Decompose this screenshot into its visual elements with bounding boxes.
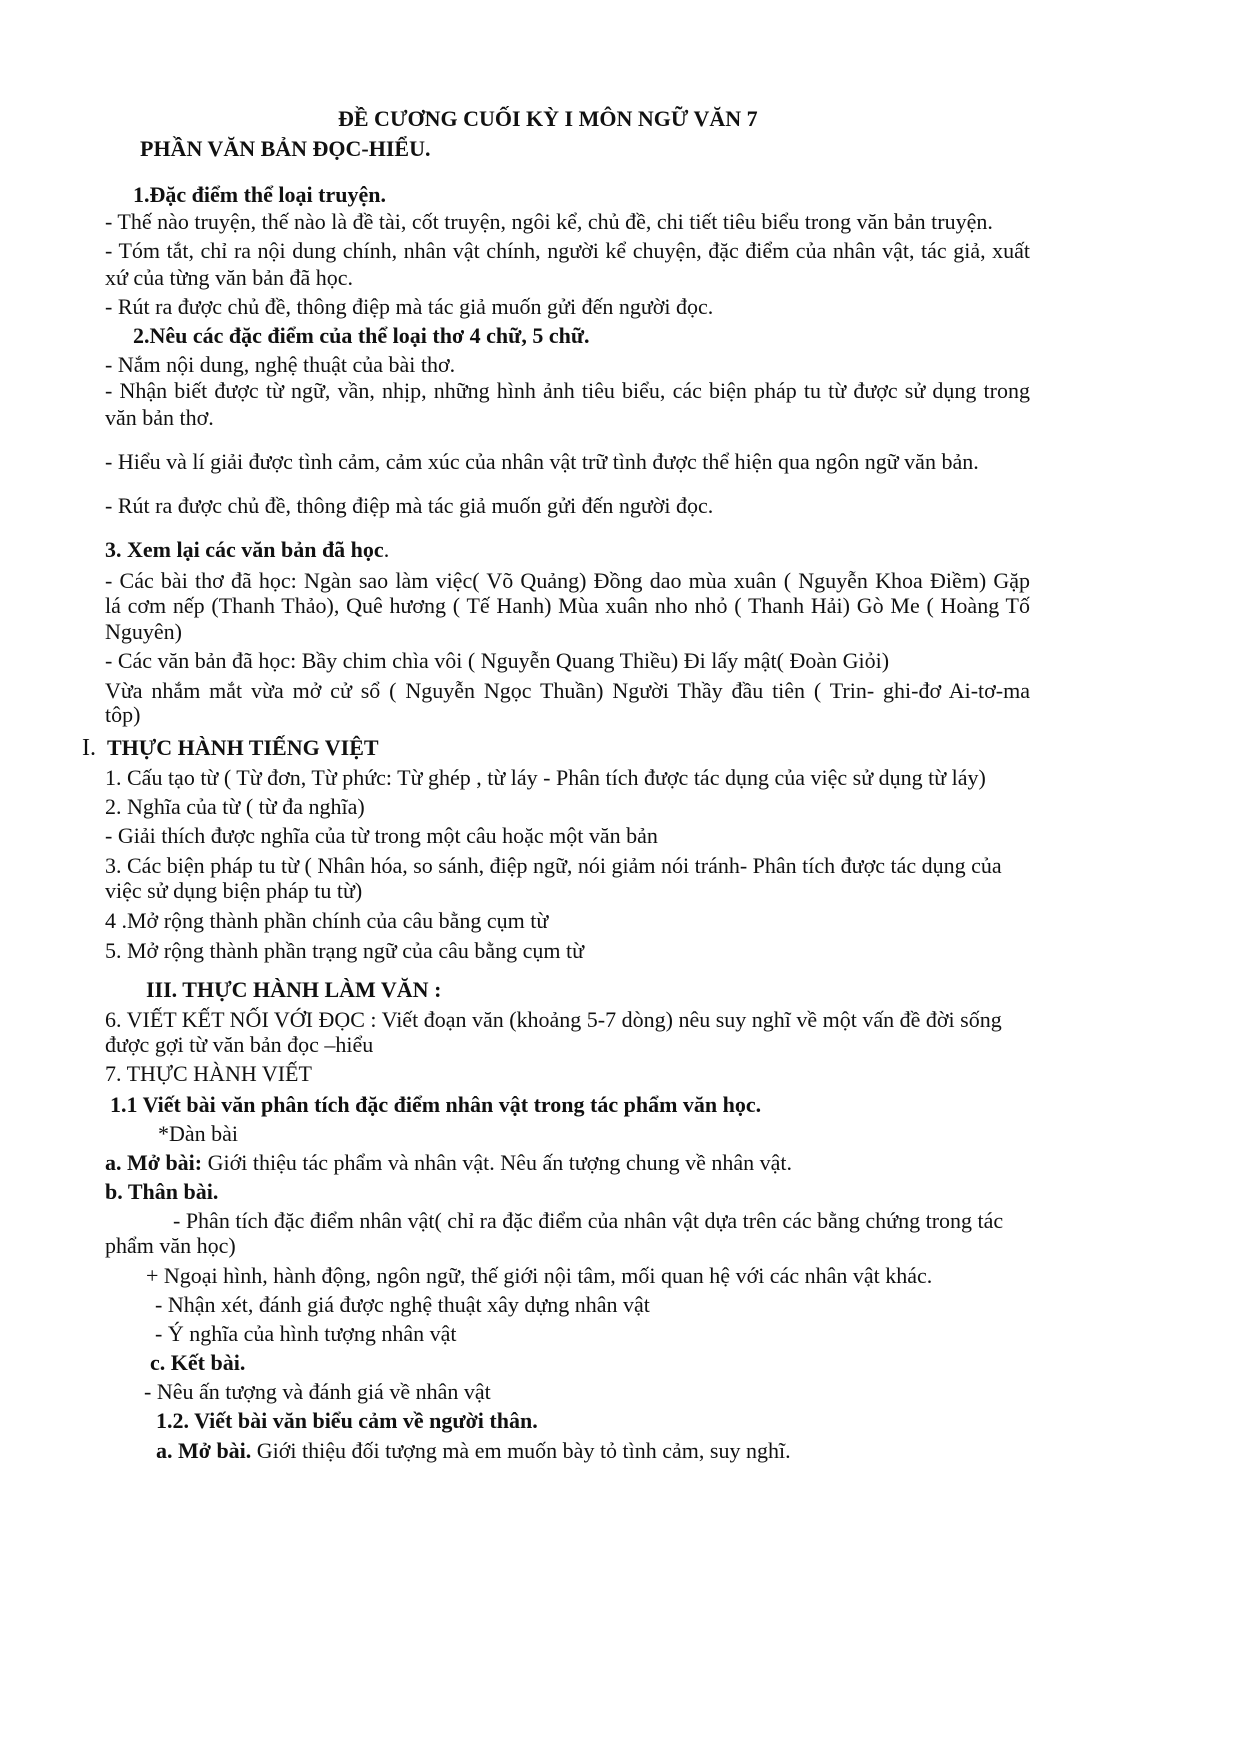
section3-heading-line bbox=[105, 535, 389, 565]
writing1-conclusion-line: - Nêu ấn tượng và đánh giá về nhân vật bbox=[144, 1379, 491, 1404]
part2-heading: THỰC HÀNH TIẾNG VIỆT bbox=[107, 735, 379, 760]
part1-heading: PHẦN VĂN BẢN ĐỌC-HIỂU. bbox=[140, 136, 431, 161]
writing1-body-line: - Ý nghĩa của hình tượng nhân vật bbox=[155, 1321, 457, 1346]
writing2-intro-text: Giới thiệu đối tượng mà em muốn bày tỏ tình cảm, suy nghĩ. bbox=[251, 1438, 791, 1463]
section3-line: lá cơm nếp (Thanh Thảo), Quê hương ( Tế Hanh) Mùa xuân nho nhỏ ( Thanh Hải) Gò Me ( Hoàng Tố bbox=[105, 593, 1030, 618]
section1-line: - Rút ra được chủ đề, thông điệp mà tác giả muốn gửi đến người đọc. bbox=[105, 294, 714, 319]
writing2-heading: 1.2. Viết bài văn biểu cảm về người thân. bbox=[156, 1408, 538, 1433]
writing1-heading: 1.1 Viết bài văn phân tích đặc điểm nhân vật trong tác phẩm văn học. bbox=[110, 1092, 762, 1117]
writing1-conclusion-label: c. Kết bài. bbox=[150, 1350, 246, 1375]
part2-line: 4 .Mở rộng thành phần chính của câu bằng cụm từ bbox=[105, 908, 549, 933]
section3-heading: 3. Xem lại các văn bản đã học bbox=[105, 537, 384, 562]
section2-line: - Rút ra được chủ đề, thông điệp mà tác giả muốn gửi đến người đọc. bbox=[105, 493, 714, 518]
writing1-body-line: + Ngoại hình, hành động, ngôn ngữ, thế giới nội tâm, mối quan hệ với các nhân vật khác. bbox=[146, 1263, 933, 1288]
writing2-intro-label: a. Mở bài. bbox=[156, 1438, 252, 1463]
writing1-body-line: - Nhận xét, đánh giá được nghệ thuật xây dựng nhân vật bbox=[155, 1292, 650, 1317]
section2-line: - Nhận biết được từ ngữ, vần, nhịp, những hình ảnh tiêu biểu, các biện pháp tu từ được sử dụng trong bbox=[105, 378, 1030, 403]
section1-line: - Thế nào truyện, thế nào là đề tài, cốt truyện, ngôi kể, chủ đề, chi tiết tiêu biểu trong văn bản truyện. bbox=[105, 209, 993, 234]
part3-line: được gợi từ văn bản đọc –hiểu bbox=[105, 1032, 374, 1057]
section2-heading: 2.Nêu các đặc điểm của thể loại thơ 4 chữ, 5 chữ. bbox=[133, 323, 590, 348]
section2-line: - Hiểu và lí giải được tình cảm, cảm xúc của nhân vật trữ tình được thể hiện qua ngôn ngữ văn bản. bbox=[105, 449, 979, 474]
writing1-intro-line bbox=[105, 1148, 792, 1178]
section3-heading-period: . bbox=[383, 537, 390, 562]
writing1-body-label: b. Thân bài. bbox=[105, 1179, 219, 1204]
section2-line: - Nắm nội dung, nghệ thuật của bài thơ. bbox=[105, 352, 456, 377]
part3-line: 6. VIẾT KẾT NỐI VỚI ĐỌC : Viết đoạn văn (khoảng 5-7 dòng) nêu suy nghĩ về một vấn đề đời sống bbox=[105, 1007, 1002, 1032]
document-title: ĐỀ CƯƠNG CUỐI KỲ I MÔN NGỮ VĂN 7 bbox=[338, 106, 758, 131]
section3-line: Vừa nhắm mắt vừa mở cử sổ ( Nguyễn Ngọc Thuần) Người Thầy đầu tiên ( Trin- ghi-đơ Ai-tơ-ma bbox=[105, 678, 1030, 703]
part2-line: 3. Các biện pháp tu từ ( Nhân hóa, so sánh, điệp ngữ, nói giảm nói tránh- Phân tích được tác dụng của bbox=[105, 853, 1002, 878]
part2-line: 5. Mở rộng thành phần trạng ngữ của câu bằng cụm từ bbox=[105, 938, 585, 963]
section2-line: văn bản thơ. bbox=[105, 405, 214, 430]
writing1-intro-text: Giới thiệu tác phẩm và nhân vật. Nêu ấn tượng chung về nhân vật. bbox=[202, 1150, 793, 1175]
part2-line: 1. Cấu tạo từ ( Từ đơn, Từ phức: Từ ghép , từ láy - Phân tích được tác dụng của việc sử dụng từ láy) bbox=[105, 765, 986, 790]
writing1-outline-label: *Dàn bài bbox=[158, 1121, 239, 1146]
part2-heading-number: I. bbox=[82, 735, 96, 761]
writing1-body-line: phẩm văn học) bbox=[105, 1233, 236, 1258]
section3-line: - Các bài thơ đã học: Ngàn sao làm việc( Võ Quảng) Đồng dao mùa xuân ( Nguyễn Khoa Điềm) Gặp bbox=[105, 568, 1030, 593]
section1-line: - Tóm tắt, chỉ ra nội dung chính, nhân vật chính, người kể chuyện, đặc điểm của nhân vật, tác giả, xuất bbox=[105, 238, 1030, 263]
writing1-intro-label: a. Mở bài: bbox=[105, 1150, 203, 1175]
section1-line: xứ của từng văn bản đã học. bbox=[105, 265, 354, 290]
part2-line: việc sử dụng biện pháp tu từ) bbox=[105, 878, 363, 903]
part3-heading: III. THỰC HÀNH LÀM VĂN : bbox=[146, 977, 442, 1002]
part2-line: - Giải thích được nghĩa của từ trong một câu hoặc một văn bản bbox=[105, 823, 658, 848]
section3-line: - Các văn bản đã học: Bầy chim chìa vôi ( Nguyễn Quang Thiều) Đi lấy mật( Đoàn Giỏi) bbox=[105, 648, 890, 673]
section1-heading: 1.Đặc điểm thể loại truyện. bbox=[133, 182, 386, 207]
part2-line: 2. Nghĩa của từ ( từ đa nghĩa) bbox=[105, 794, 365, 819]
section3-line: Nguyên) bbox=[105, 619, 182, 644]
writing2-intro-line bbox=[156, 1436, 791, 1466]
writing1-body-line: - Phân tích đặc điểm nhân vật( chỉ ra đặc điểm của nhân vật dựa trên các bằng chứng trong tác bbox=[173, 1208, 1004, 1233]
part3-line: 7. THỰC HÀNH VIẾT bbox=[105, 1061, 312, 1086]
section3-line: tôp) bbox=[105, 702, 141, 727]
